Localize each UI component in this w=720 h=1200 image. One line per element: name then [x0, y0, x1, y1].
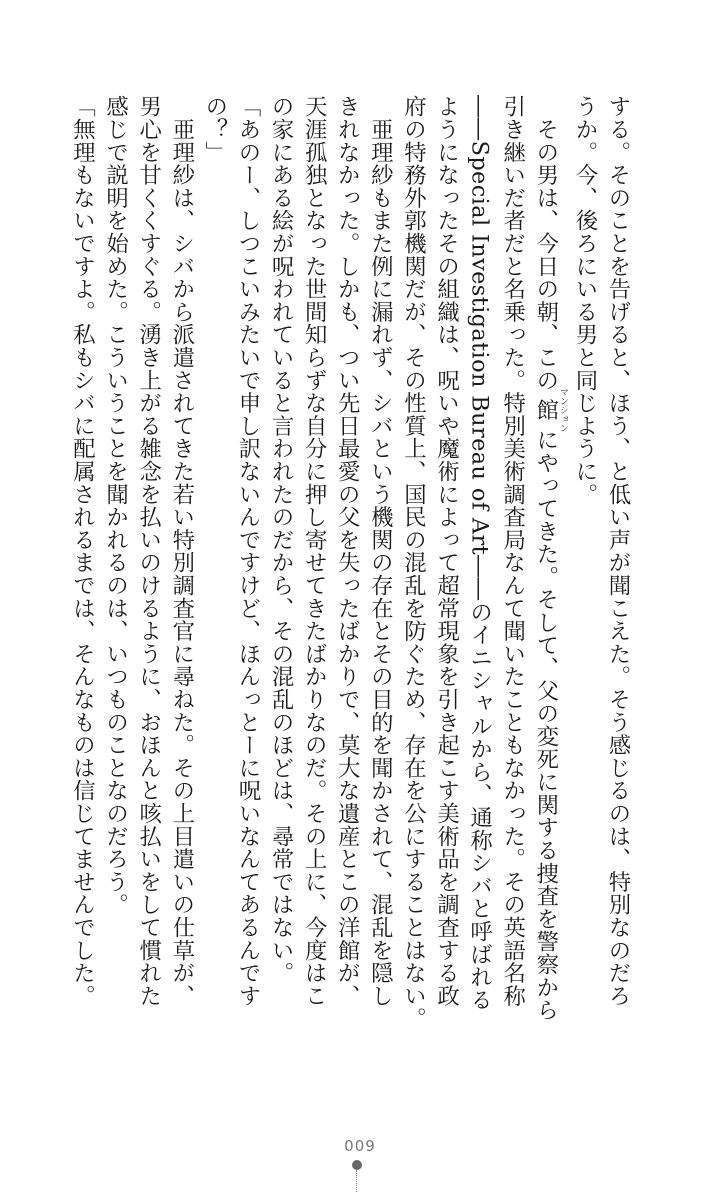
text-column: 引き継いだ者だと名乗った。特別美術調査局なんて聞いたこともなかった。その英語名称	[499, 95, 526, 1007]
text-column: する。そのことを告げると、ほう、と低い声が聞こえた。そう感じるのは、特別なのだろ	[605, 95, 631, 1007]
text-column: 「あのー、しつこいみたいで申し訳ないんですけど、ほんっとーに呪いなんてあるんです	[234, 95, 261, 1007]
text-column: ようになったその組織は、呪いや魔術によって超常現象を引き起こす美術品を調査する政	[433, 95, 460, 1007]
text-column: 天涯孤独となった世間知らずな自分に押し寄せてきたばかりなのだ。その上に、今度はこ	[301, 95, 328, 1007]
page-number: 009	[344, 1137, 376, 1155]
text-column-with-ruby	[529, 95, 568, 1022]
text-column: 感じで説明を始めた。こういうことを聞かれるのは、いつものことなのだろう。	[102, 95, 129, 916]
text-column: 亜理紗もまた例に漏れず、シバという機関の存在とその目的を聞かされて、混乱を隠し	[367, 95, 394, 1007]
text-column: きれなかった。しかも、つい先日最愛の父を失ったばかりで、莫大な遺産とこの洋館が、	[334, 95, 361, 1007]
ruby-base: 館	[532, 387, 559, 433]
text-column: うか。今、後ろにいる男と同じように。	[571, 95, 598, 506]
text-column: の家にある絵が呪われていると言われたのだから、その混乱のほどは、尋常ではない。	[268, 95, 295, 985]
text-segment: にやってきた。そして、父の変死に関する捜査を警察から	[532, 428, 559, 1022]
text-column: 亜理紗は、シバから派遣されてきた若い特別調査官に尋ねた。その上目遣いの仕草が、	[168, 95, 195, 1007]
vertical-text-body	[65, 95, 634, 1030]
folio-dot-ornament	[352, 1160, 362, 1170]
text-segment: その男は、今日の朝、この	[532, 95, 559, 392]
folio-dotted-line-ornament	[356, 1170, 357, 1192]
text-column: 「無理もないですよ。私もシバに配属されるまでは、そんなものは信じてませんでした。	[69, 95, 96, 1007]
text-column: ――Special Investigation Bureau of Art――のイニシャルから、通称シバと呼ばれる	[466, 95, 493, 1011]
text-column: 府の特務外郭機関だが、その性質上、国民の混乱を防ぐため、存在を公にすることはない。	[400, 95, 427, 1030]
ruby-text: マンション	[557, 387, 568, 433]
ruby-annotation	[532, 387, 568, 433]
text-column: 男心を甘くくすぐる。湧き上がる雑念を払いのけるように、おほんと咳払いをして慣れた	[135, 95, 162, 1007]
text-column: の？」	[201, 95, 228, 164]
